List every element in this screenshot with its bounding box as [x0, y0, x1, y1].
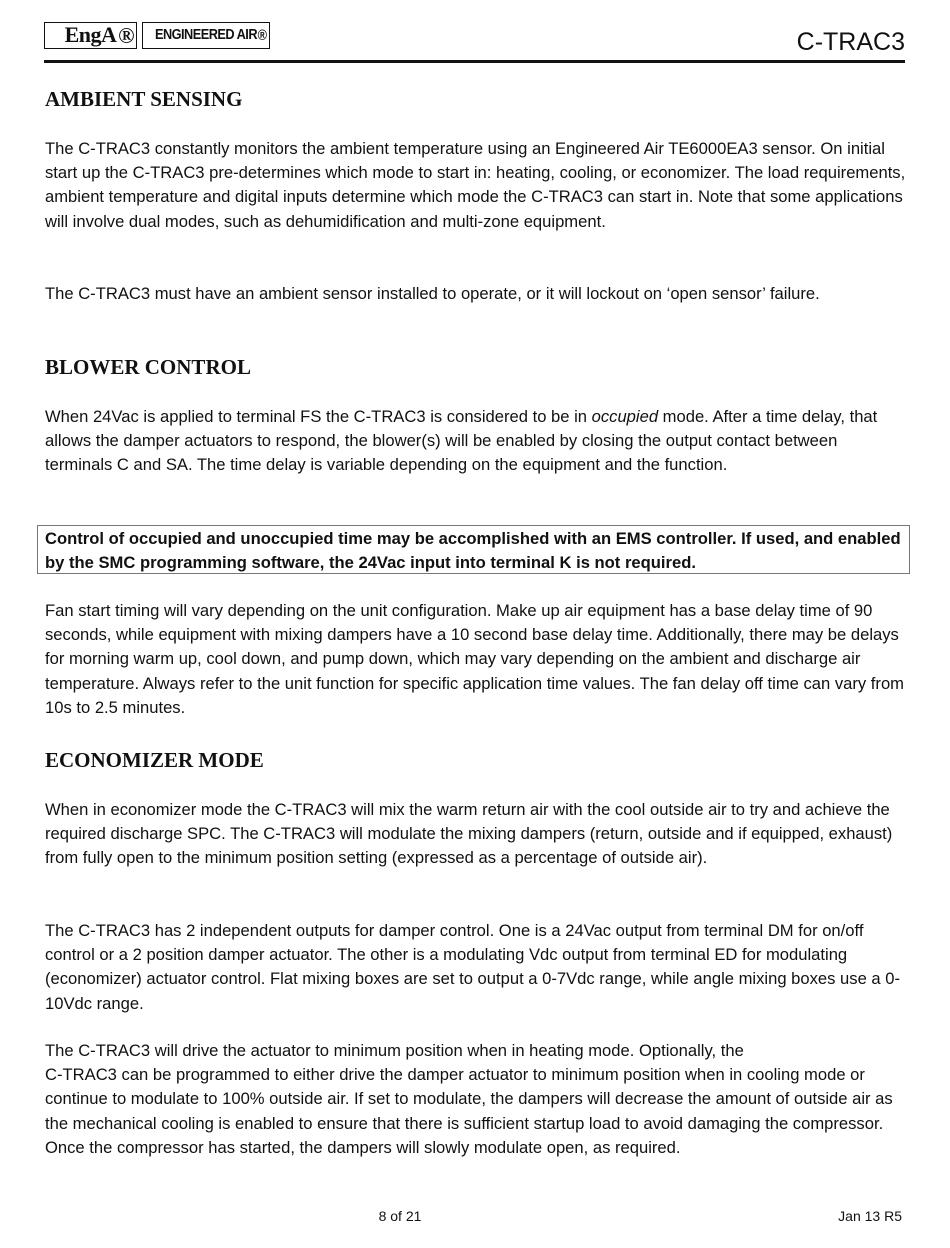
page-number: 8 of 21 — [378, 1208, 422, 1224]
economizer-p3-rest: C-TRAC3 can be programmed to either drive the damper actuator to minimum position when in cooling mode or continue to modulate to 100% outside air. If set to modulate, the dampers will decrease the amount of outside air as the mechanical cooling is enabled to ensure that there is sufficient startup load to avoid damaging the compressor. Once the compressor has started, the dampers will slowly modulate open, as required. — [45, 1065, 893, 1157]
blower-paragraph-2: Fan start timing will vary depending on the unit configuration. Make up air equipment has a base delay time of 90 seconds, while equipment with mixing dampers have a 10 second base delay time. Additionally, there may be delays for morning warm up, cool down, and pump down, which may vary depending on the ambient and discharge air temperature. Always refer to the unit function for specific application time values. The fan delay off time can vary from 10s to 2.5 minutes. — [45, 601, 904, 717]
page-header — [44, 20, 905, 63]
enga-logo-text: EngA — [64, 22, 117, 47]
blower-p1-start: When 24Vac is applied to terminal FS the C-TRAC3 is considered to be in — [45, 407, 592, 426]
section-heading-blower: BLOWER CONTROL — [45, 355, 251, 379]
economizer-p3-line1: The C-TRAC3 will drive the actuator to minimum position when in heating mode. Optionally, the — [45, 1041, 744, 1060]
ambient-paragraph-2: The C-TRAC3 must have an ambient sensor installed to operate, or it will lockout on ‘open sensor’ failure. — [45, 284, 820, 303]
blower-p1-emphasis: occupied — [591, 407, 659, 426]
section-heading-economizer: ECONOMIZER MODE — [45, 748, 264, 772]
registered-mark-icon: ® — [118, 23, 134, 48]
registered-mark-icon: ® — [257, 28, 267, 44]
blower-p1-end: mode. After a time delay, that allows the damper actuators to respond, the blower(s) will be enabled by closing the output contact between terminals C and SA. The time delay is variable depending on the equipment and the function. — [45, 407, 878, 475]
revision-label: Jan 13 R5 — [838, 1208, 902, 1224]
engineered-air-logo — [142, 22, 270, 49]
ambient-paragraph-1: The C-TRAC3 constantly monitors the ambient temperature using an Engineered Air TE6000EA3 sensor. On initial start up the C-TRAC3 pre-determines which mode to start in: heating, cooling, or economizer. The load requirements, ambient temperature and digital inputs determine which mode the C-TRAC3 can start in. Note that some applications will involve dual modes, such as dehumidification and multi-zone equipment. — [45, 139, 906, 231]
note-box — [37, 525, 910, 574]
economizer-paragraph-2: The C-TRAC3 has 2 independent outputs for damper control. One is a 24Vac output from terminal DM for on/off control or a 2 position damper actuator. The other is a modulating Vdc output from terminal ED for modulating (economizer) actuator control. Flat mixing boxes are set to output a 0-7Vdc range, while angle mixing boxes use a 0-10Vdc range. — [45, 921, 901, 1013]
blower-paragraph-1 — [45, 405, 907, 478]
note-text: Control of occupied and unoccupied time may be accomplished with an EMS controller. If used, and enabled by the SMC programming software, the 24Vac input into terminal K is not required. — [45, 529, 901, 573]
economizer-paragraph-3 — [45, 1039, 907, 1160]
engineered-air-logo-text: ENGINEERED AIR — [154, 27, 258, 43]
economizer-paragraph-1: When in economizer mode the C-TRAC3 will mix the warm return air with the cool outside air to try and achieve the required discharge SPC. The C-TRAC3 will modulate the mixing dampers (return, outside and if equipped, exhaust) from fully open to the minimum position setting (expressed as a percentage of outside air). — [45, 800, 893, 868]
section-heading-ambient: AMBIENT SENSING — [45, 87, 243, 111]
enga-logo — [44, 22, 137, 49]
document-title: C-TRAC3 — [796, 28, 905, 56]
